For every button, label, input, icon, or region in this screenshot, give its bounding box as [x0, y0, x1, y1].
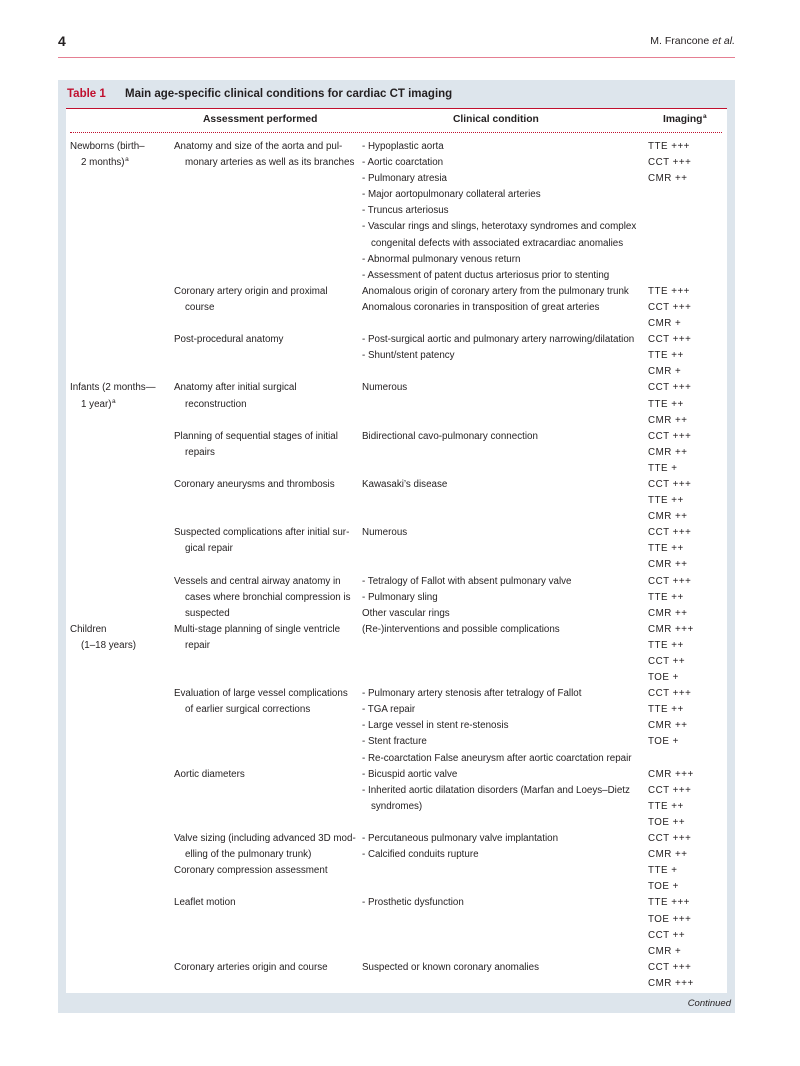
assessment-cell: [174, 284, 362, 332]
condition-cell: [362, 960, 648, 992]
assessment-line: Coronary arteries origin and course: [174, 961, 328, 973]
condition-cell: [362, 895, 648, 959]
imaging-cell: [648, 574, 727, 622]
assessment-line: course: [185, 301, 215, 313]
imaging-line: CMR +++: [648, 768, 694, 780]
condition-line: Bidirectional cavo-pulmonary connection: [362, 430, 538, 442]
condition-cell: [362, 831, 648, 895]
age-group-line: [70, 638, 174, 654]
imaging-line: CMR ++: [648, 446, 688, 458]
imaging-line: TOE ++: [648, 816, 686, 828]
imaging-line: CCT +++: [648, 575, 692, 587]
imaging-line: CCT +++: [648, 833, 692, 845]
assessment-cell: [174, 525, 362, 573]
imaging-line: CCT +++: [648, 688, 692, 700]
imaging-line: CCT ++: [648, 656, 686, 667]
condition-cell: [362, 477, 648, 525]
assessment-cell: [174, 960, 362, 992]
table-row: [70, 831, 800, 895]
assessment-cell: [174, 574, 362, 622]
imaging-cell: [648, 284, 727, 332]
assessment-line: Coronary artery origin and proximal: [174, 285, 328, 297]
imaging-cell: [648, 380, 727, 428]
condition-line: Kawasaki’s disease: [362, 478, 448, 490]
assessment-cell: [174, 686, 362, 766]
age-group-cell: [70, 767, 174, 831]
assessment-line: Coronary aneurysms and thrombosis: [174, 478, 335, 490]
table-row: [70, 380, 800, 428]
imaging-line: CMR +++: [648, 623, 694, 635]
imaging-line: CMR +++: [648, 977, 694, 989]
assessment-line: Planning of sequential stages of initial: [174, 430, 338, 442]
condition-line: - Prosthetic dysfunction: [362, 897, 464, 909]
running-head: [650, 34, 735, 48]
imaging-line: CMR +: [648, 366, 682, 378]
condition-line: Numerous: [362, 527, 408, 539]
condition-line: - TGA repair: [362, 704, 416, 716]
age-group-line: [70, 380, 174, 396]
imaging-cell: [648, 831, 727, 895]
imaging-line: TOE +: [648, 736, 679, 748]
imaging-line: CMR ++: [648, 173, 688, 185]
imaging-line: TTE ++: [648, 350, 684, 362]
imaging-line: TOE +: [648, 881, 679, 893]
condition-line: - Abnormal pulmonary venous return: [362, 253, 521, 265]
assessment-cell: [174, 831, 362, 895]
assessment-cell: [174, 895, 362, 959]
imaging-line: TTE ++: [648, 495, 684, 507]
table-row: [70, 429, 800, 477]
imaging-line: TTE +++: [648, 285, 690, 297]
table-row: [70, 960, 800, 992]
assessment-cell: [174, 622, 362, 686]
imaging-cell: [648, 139, 727, 284]
assessment-line: Coronary compression assessment: [174, 865, 328, 877]
age-group-cell: [70, 574, 174, 622]
assessment-line: Suspected complications after initial sur-: [174, 527, 350, 539]
imaging-line: CCT +++: [648, 527, 692, 539]
imaging-line: CCT +++: [648, 478, 692, 490]
running-head-etal: et al.: [712, 35, 735, 47]
table-row: [70, 477, 800, 525]
condition-line: - Aortic coarctation: [362, 157, 444, 169]
table-label: Table 1: [67, 88, 106, 100]
condition-line: Other vascular rings: [362, 607, 450, 619]
imaging-line: TTE ++: [648, 704, 684, 716]
assessment-line: Anatomy and size of the aorta and pul-: [174, 141, 343, 152]
condition-cell: [362, 284, 648, 332]
imaging-line: CCT +++: [648, 961, 692, 973]
age-group-cell: [70, 477, 174, 525]
imaging-line: CCT +++: [648, 382, 692, 394]
age-group-cell: [70, 960, 174, 992]
imaging-cell: [648, 686, 727, 766]
age-group-line: [70, 155, 174, 171]
assessment-line: cases where bronchial compression is: [185, 591, 351, 603]
condition-line: - Truncus arteriosus: [362, 205, 449, 217]
assessment-line: reconstruction: [185, 398, 247, 410]
imaging-line: TTE ++: [648, 543, 684, 555]
condition-line: (Re-)interventions and possible complications: [362, 623, 560, 635]
assessment-line: monary arteries as well as its branches: [185, 157, 355, 169]
age-group-text: Children: [70, 623, 107, 635]
age-group-text: Infants (2 months—: [70, 382, 156, 394]
assessment-cell: [174, 332, 362, 380]
footnote-marker: a: [702, 113, 707, 120]
assessment-line: Anatomy after initial surgical: [174, 382, 297, 394]
condition-line: - Post-surgical aortic and pulmonary artery narrowing/dilatation: [362, 334, 635, 346]
footnote-marker: a: [112, 397, 116, 405]
imaging-cell: [648, 622, 727, 686]
age-group-text: (1–18 years): [81, 639, 136, 651]
imaging-line: CMR ++: [648, 559, 688, 571]
imaging-cell: [648, 767, 727, 831]
imaging-cell: [648, 332, 727, 380]
assessment-cell: [174, 767, 362, 831]
page-number: 4: [58, 33, 66, 49]
imaging-line: TTE ++: [648, 591, 684, 603]
table-row: [70, 895, 800, 959]
condition-cell: [362, 429, 648, 477]
imaging-cell: [648, 429, 727, 477]
condition-cell: [362, 332, 648, 380]
condition-line: Numerous: [362, 382, 408, 394]
imaging-line: CMR ++: [648, 849, 688, 861]
age-group-line: [70, 622, 174, 638]
age-group-text: 2 months): [81, 157, 125, 169]
condition-line: - Major aortopulmonary collateral arteries: [362, 189, 541, 201]
table-row: [70, 767, 800, 831]
running-head-author: M. Francone: [650, 35, 710, 47]
imaging-line: TTE +: [648, 865, 678, 877]
condition-cell: [362, 525, 648, 573]
condition-cell: [362, 686, 648, 766]
condition-line: Anomalous coronaries in transposition of great arteries: [362, 301, 600, 313]
condition-line: - Large vessel in stent re-stenosis: [362, 720, 509, 732]
assessment-line: Leaflet motion: [174, 897, 236, 909]
condition-line: - Stent fracture: [362, 736, 427, 748]
imaging-line: TTE +: [648, 462, 678, 474]
condition-line: - Re-coarctation False aneurysm after aortic coarctation repair: [362, 752, 632, 764]
table-row: [70, 284, 800, 332]
header-rule: [58, 57, 735, 58]
condition-line: - Percutaneous pulmonary valve implantation: [362, 833, 559, 845]
assessment-line: repairs: [185, 446, 215, 458]
condition-cell: [362, 767, 648, 831]
assessment-line: suspected: [185, 607, 230, 619]
column-header-assessment: Assessment performed: [203, 114, 318, 125]
table-row: [70, 525, 800, 573]
imaging-line: CCT +++: [648, 334, 692, 346]
age-group-line: [70, 139, 174, 155]
imaging-cell: [648, 895, 727, 959]
condition-cell: [362, 380, 648, 428]
column-header-imaging-text: Imaging: [663, 114, 703, 125]
imaging-line: TTE ++: [648, 800, 684, 812]
age-group-cell: [70, 332, 174, 380]
assessment-line: elling of the pulmonary trunk): [185, 849, 312, 861]
imaging-line: CMR ++: [648, 414, 688, 426]
imaging-line: CCT +++: [648, 430, 692, 442]
imaging-line: CMR ++: [648, 607, 688, 619]
condition-line: - Vascular rings and slings, heterotaxy syndromes and complex: [362, 221, 637, 233]
age-group-text: Newborns (birth–: [70, 141, 145, 152]
column-header-imaging: [663, 113, 707, 127]
header-divider: [70, 132, 722, 133]
imaging-cell: [648, 960, 727, 992]
assessment-line: Post-procedural anatomy: [174, 334, 284, 346]
age-group-cell: [70, 622, 174, 686]
imaging-line: TOE +++: [648, 913, 692, 925]
assessment-cell: [174, 429, 362, 477]
footnote-marker: a: [125, 156, 129, 164]
condition-line: - Bicuspid aortic valve: [362, 768, 458, 780]
assessment-line: gical repair: [185, 543, 233, 555]
imaging-line: CCT +++: [648, 157, 692, 169]
condition-line: - Tetralogy of Fallot with absent pulmonary valve: [362, 575, 572, 587]
table-row: [70, 686, 800, 766]
age-group-cell: [70, 429, 174, 477]
table-row: [70, 332, 800, 380]
condition-line: - Pulmonary sling: [362, 591, 438, 603]
assessment-line: Aortic diameters: [174, 768, 245, 780]
age-group-cell: [70, 895, 174, 959]
age-group-cell: [70, 139, 174, 284]
imaging-line: TOE +: [648, 672, 679, 684]
table-body: [0, 139, 800, 992]
imaging-line: CMR ++: [648, 511, 688, 523]
imaging-line: CMR ++: [648, 720, 688, 732]
condition-line: - Assessment of patent ductus arteriosus prior to stenting: [362, 269, 610, 281]
imaging-line: CCT +++: [648, 301, 692, 313]
assessment-line: Valve sizing (including advanced 3D mod-: [174, 833, 356, 845]
condition-line: congenital defects with associated extracardiac anomalies: [371, 237, 624, 249]
age-group-cell: [70, 831, 174, 895]
table-row: [70, 574, 800, 622]
assessment-line: Multi-stage planning of single ventricle: [174, 623, 341, 635]
condition-cell: [362, 622, 648, 686]
imaging-line: CCT +++: [648, 784, 692, 796]
assessment-cell: [174, 477, 362, 525]
column-header-condition: Clinical condition: [453, 114, 539, 125]
condition-line: - Pulmonary artery stenosis after tetralogy of Fallot: [362, 688, 582, 700]
condition-cell: [362, 574, 648, 622]
imaging-cell: [648, 525, 727, 573]
age-group-cell: [70, 380, 174, 428]
table-caption: Main age-specific clinical conditions for cardiac CT imaging: [125, 88, 453, 100]
imaging-line: CMR +: [648, 945, 682, 957]
age-group-text: 1 year): [81, 398, 112, 410]
assessment-line: Vessels and central airway anatomy in: [174, 575, 341, 587]
condition-line: - Hypoplastic aorta: [362, 141, 444, 152]
condition-line: - Pulmonary atresia: [362, 173, 447, 185]
assessment-line: repair: [185, 639, 211, 651]
condition-line: - Shunt/stent patency: [362, 350, 455, 362]
imaging-line: CCT ++: [648, 929, 686, 941]
assessment-cell: [174, 380, 362, 428]
age-group-cell: [70, 686, 174, 766]
assessment-cell: [174, 139, 362, 284]
imaging-line: TTE ++: [648, 398, 684, 410]
continued-label: Continued: [687, 998, 731, 1009]
imaging-line: TTE ++: [648, 639, 684, 651]
assessment-line: of earlier surgical corrections: [185, 704, 311, 716]
table-row: [70, 139, 800, 284]
condition-line: Anomalous origin of coronary artery from the pulmonary trunk: [362, 285, 629, 297]
imaging-line: TTE +++: [648, 141, 690, 152]
age-group-cell: [70, 284, 174, 332]
imaging-cell: [648, 477, 727, 525]
assessment-line: Evaluation of large vessel complications: [174, 688, 348, 700]
condition-line: syndromes): [371, 800, 423, 812]
age-group-line: [70, 397, 174, 413]
condition-line: - Inherited aortic dilatation disorders (Marfan and Loeys–Dietz: [362, 784, 630, 796]
table-row: [70, 622, 800, 686]
age-group-cell: [70, 525, 174, 573]
condition-cell: [362, 139, 648, 284]
condition-line: Suspected or known coronary anomalies: [362, 961, 539, 973]
condition-line: - Calcified conduits rupture: [362, 849, 479, 861]
imaging-line: TTE +++: [648, 897, 690, 909]
imaging-line: CMR +: [648, 318, 682, 330]
